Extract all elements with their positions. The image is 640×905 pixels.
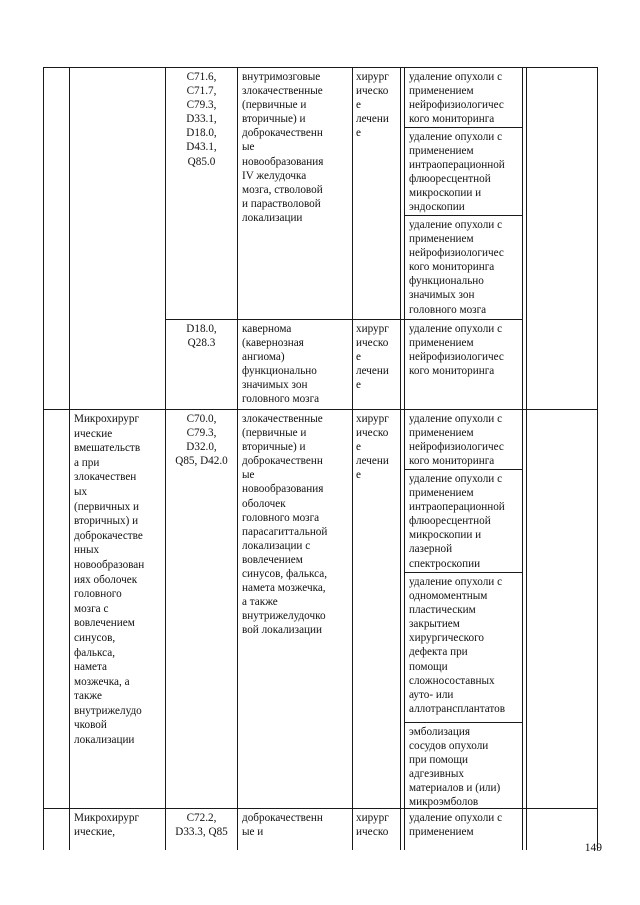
icd-codes-cell: D18.0, Q28.3 xyxy=(186,323,217,350)
grid-line xyxy=(43,808,598,809)
method-cell: удаление опухоли с применением нейрофизиологичес кого мониторинга xyxy=(409,323,504,378)
method-cell: удаление опухоли с применением интраоперационной флюоресцентной микроскопии и лазерной спектроскопии xyxy=(409,473,505,570)
grid-line xyxy=(352,67,353,850)
grid-line xyxy=(404,127,523,128)
method-cell: удаление опухоли с применением нейрофизиологичес кого мониторинга xyxy=(409,71,504,126)
grid-line xyxy=(165,319,523,320)
grid-line xyxy=(43,67,44,850)
treatment-type-cell: хирург ическо е лечени е xyxy=(356,71,389,140)
method-cell: эмболизация сосудов опухоли при помощи адгезивных материалов и (или) микроэмболов xyxy=(409,726,501,809)
diagnosis-cell: доброкачественн ые и xyxy=(242,812,323,839)
section-cell: Микрохирург ические вмешательств а при злокачествен ых (первичных и вторичных) и доброкачестве нных новообразован иях оболочек головного мозга с вовлечением синусов, фалькса, намета мозжечка, а также внутрижелудо чковой локализации xyxy=(74,413,145,747)
icd-codes-cell: C70.0, C79.3, D32.0, Q85, D42.0 xyxy=(175,413,228,468)
grid-line xyxy=(237,67,238,850)
diagnosis-cell: злокачественные (первичные и вторичные) и доброкачественн ые новообразования оболочек головного мозга парасагиттальной локализации с вовлечением синусов, фалькса, намета мозжечка, а также внутрижелудочко вой локализации xyxy=(242,413,328,637)
treatment-type-cell: хирург ическо е лечени е xyxy=(356,323,389,392)
grid-line xyxy=(404,722,523,723)
diagnosis-cell: кавернома (кавернозная ангиома) функционально значимых зон головного мозга xyxy=(242,323,320,406)
diagnosis-cell: внутримозговые злокачественные (первичные и вторичные) и доброкачественн ые новообразования IV желудочка мозга, стволовой и парастволовой локализации xyxy=(242,71,324,224)
section-cell: Микрохирург ические, xyxy=(74,812,140,839)
grid-line xyxy=(400,67,401,850)
treatment-type-cell: хирург ическо xyxy=(356,812,389,839)
grid-line xyxy=(404,572,523,573)
grid-line xyxy=(43,409,598,410)
grid-line xyxy=(404,215,523,216)
method-cell: удаление опухоли с применением нейрофизиологичес кого мониторинга xyxy=(409,413,504,468)
method-cell: удаление опухоли с одномоментным пластическим закрытием хирургического дефекта при помощи сложносоставных ауто- или аллотрансплантатов xyxy=(409,576,506,715)
page-number: 149 xyxy=(584,842,602,854)
icd-codes-cell: C72.2, D33.3, Q85 xyxy=(175,812,228,839)
method-cell: удаление опухоли с применением нейрофизиологичес кого мониторинга функционально значимых зон головного мозга xyxy=(409,219,504,316)
icd-codes-cell: C71.6, C71.7, C79.3, D33.1, D18.0, D43.1, Q85.0 xyxy=(186,71,217,168)
grid-line xyxy=(404,67,405,850)
grid-line xyxy=(522,67,523,850)
treatment-type-cell: хирург ическо е лечени е xyxy=(356,413,389,482)
grid-line xyxy=(43,67,598,68)
method-cell: удаление опухоли с применением интраоперационной флюоресцентной микроскопии и эндоскопии xyxy=(409,131,505,214)
grid-line xyxy=(69,67,70,850)
grid-line xyxy=(404,469,523,470)
grid-line xyxy=(526,67,527,850)
method-cell: удаление опухоли с применением xyxy=(409,812,503,839)
grid-line xyxy=(597,67,598,850)
